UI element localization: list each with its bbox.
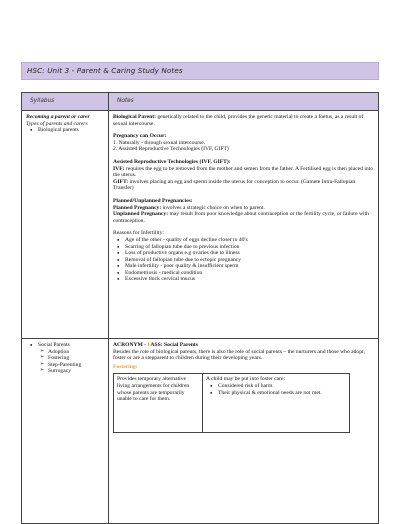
ivf-text: requires the egg to be removed from the mother and semen from the father. A Fertilised egg is then placed into the uterus. — [113, 165, 374, 179]
art-heading: Assisted Reproductive Technologies (IVF, GIFT): — [113, 158, 231, 165]
page-title: HSC: Unit 3 - Parent & Caring Study Notes — [27, 66, 183, 75]
fostering-label: Fostering: — [113, 363, 138, 370]
pregnancy-heading: Pregnancy can Occur: — [113, 133, 167, 140]
infertility-heading: Reasons for Infertility: — [113, 230, 164, 237]
notes-table — [21, 92, 379, 524]
list-item: ➢ Fostering — [48, 355, 104, 362]
list-item: 1. Naturally - through sexual intercourse. — [113, 139, 206, 146]
notes-header: Notes — [117, 98, 134, 104]
table-header — [22, 93, 378, 111]
list-item: ● Social Parents — [38, 342, 104, 349]
list-item: ● Loss of productive organs e.g ovaries due to illness — [125, 250, 374, 257]
list-item: ● Male infertility - poor quality & insufficient sperm — [125, 263, 374, 270]
list-item: ➢ Adoption — [48, 349, 104, 356]
ivf-label: IVF: — [113, 165, 125, 172]
planned-unplanned-heading: Planned/Unplanned Pregnancies: — [113, 197, 193, 204]
syllabus-header: Syllabus — [30, 98, 55, 104]
infertility-list — [113, 237, 374, 283]
list-item: ● Scarring of fallopian tube due to previous infection — [125, 244, 374, 251]
list-item: ➢ Step-Parenting — [48, 362, 104, 369]
planned-text: involves a strategic choice on when to parent. — [161, 204, 265, 211]
fostering-definition: Provides temporary alternative living arrangements for children whose parents are temporarily unable to care for them. — [114, 374, 203, 432]
gift-text: involves placing an egg and sperm inside the uterus for conception to occur. (Gamete Intra-Fallopian Transfer) — [113, 178, 356, 192]
fostering-reasons — [203, 374, 349, 432]
acronym-line: ACRONYM - FASS: Social Parents — [113, 342, 198, 348]
list-item: ● Their physical & emotional needs are not met. — [218, 390, 346, 397]
list-item: ● Endometriosis - medical condition — [125, 270, 374, 277]
list-item: ● Biological parents — [38, 127, 104, 134]
unplanned-text: may result from poor knowledge about contraception or the fertility cycle, or failure with contraception. — [113, 211, 369, 224]
social-parents-intro: Besides the role of biological parents, there is also the role of social parents – the nurturers and those who adopt, foster or are a stepparent to children during their developing years. — [113, 348, 365, 362]
table-row — [22, 339, 378, 523]
list-item: ● Excessive thick cervical mucus — [125, 276, 374, 283]
list-item: 2. Assisted Reproductive Technologies (IVF, GIFT) — [113, 146, 229, 153]
list-item: ● Age of the other - quality of eggs decline closer to 40's — [125, 237, 374, 244]
list-item: ● Considered risk of harm. — [218, 383, 346, 390]
syllabus-heading: Becoming a parent or carer — [26, 114, 90, 120]
list-item: ● Removal of fallopian tube due to ectopic pregnancy — [125, 257, 374, 264]
unplanned-label: Unplanned Pregnancy: — [113, 211, 169, 218]
syllabus-cell — [22, 111, 109, 338]
title-banner — [21, 62, 379, 80]
bio-label: Biological Parent: — [113, 114, 156, 120]
syllabus-cell — [22, 339, 109, 523]
fostering-table — [113, 373, 350, 433]
fostering-reasons-intro: A child may be put into foster care: — [206, 376, 286, 383]
gift-label: GIFT: — [113, 178, 129, 185]
list-item: ➢ Surrogacy — [48, 368, 104, 375]
notes-cell — [109, 111, 378, 338]
syllabus-subheading: Types of parents and carers — [26, 120, 88, 127]
bio-text: genetically related to the child, provides the genetic material to create a foetus, as a result of sexual intercourse. — [113, 114, 364, 127]
notes-cell — [109, 339, 378, 523]
table-row — [22, 111, 378, 339]
planned-label: Planned Pregnancy: — [113, 204, 162, 211]
